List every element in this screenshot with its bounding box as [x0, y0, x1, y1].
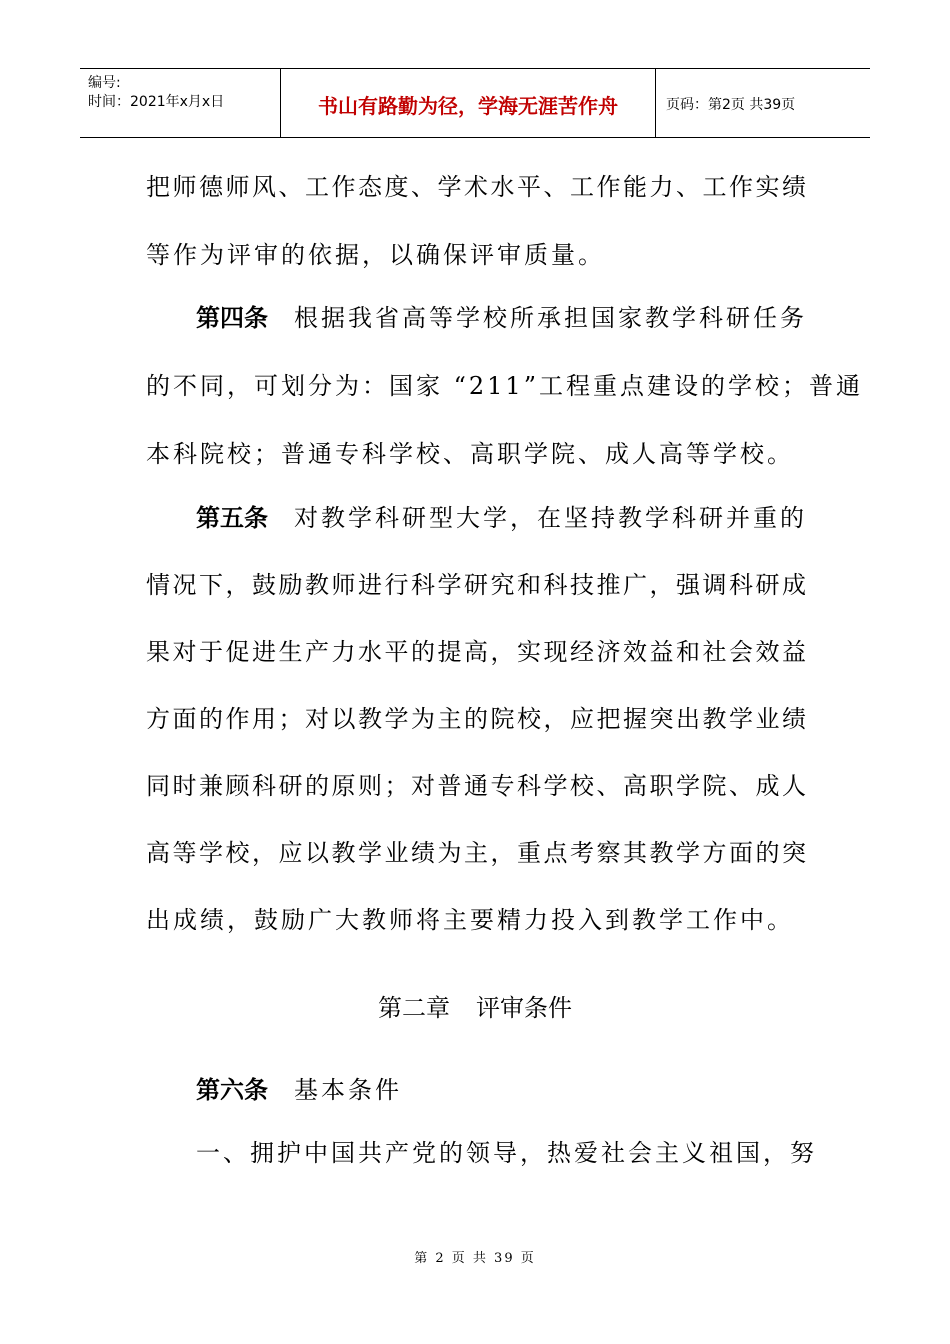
page-header: [80, 68, 870, 138]
article-6-title: 第六条: [196, 1076, 268, 1104]
paragraph-line: 把师德师风、工作态度、学术水平、工作能力、工作实绩: [146, 173, 806, 201]
header-motto-cell: [280, 69, 656, 137]
article-5-first-line: [196, 503, 806, 533]
chapter-number: 第二章: [378, 994, 450, 1022]
paragraph-line: 高等学校，应以教学业绩为主，重点考察其教学方面的突: [146, 839, 806, 867]
item-1-line: 一、拥护中国共产党的领导，热爱社会主义祖国，努: [196, 1139, 817, 1167]
motto-text: 书山有路勤为径，学海无涯苦作舟: [318, 94, 618, 118]
article-6-line: [196, 1075, 806, 1105]
article-4-title: 第四条: [196, 304, 268, 332]
article-4-first-line: [196, 303, 806, 333]
paragraph-line: 情况下，鼓励教师进行科学研究和科技推广，强调科研成: [146, 571, 806, 599]
header-page-cell: [656, 69, 870, 137]
chapter-title: 评审条件: [476, 994, 572, 1022]
page-footer: 第 2 页 共 39 页: [414, 1251, 536, 1266]
paragraph-line: 方面的作用；对以教学为主的院校，应把握突出教学业绩: [146, 705, 806, 733]
paragraph-line: 同时兼顾科研的原则；对普通专科学校、高职学院、成人: [146, 772, 806, 800]
paragraph-line: 等作为评审的依据，以确保评审质量。: [146, 241, 605, 269]
page-info: 页码：第2页 共39页: [666, 97, 796, 113]
article-5-lead: 对教学科研型大学，在坚持教学科研并重的: [294, 504, 807, 532]
paragraph-line: 出成绩，鼓励广大教师将主要精力投入到教学工作中。: [146, 906, 794, 934]
paragraph-line: 果对于促进生产力水平的提高，实现经济效益和社会效益: [146, 638, 806, 666]
paragraph-line: 的不同，可划分为：国家 “211”工程重点建设的学校；普通: [146, 372, 863, 400]
article-4-lead: 根据我省高等学校所承担国家教学科研任务: [294, 304, 807, 332]
article-6-text: 基本条件: [294, 1076, 402, 1104]
article-5-title: 第五条: [196, 504, 268, 532]
paragraph-line: 本科院校；普通专科学校、高职学院、成人高等学校。: [146, 440, 794, 468]
chapter-heading: [0, 988, 950, 1023]
serial-label: 编号:: [88, 75, 121, 91]
header-meta: [80, 69, 280, 137]
date-label: 时间：2021年x月x日: [88, 94, 225, 110]
